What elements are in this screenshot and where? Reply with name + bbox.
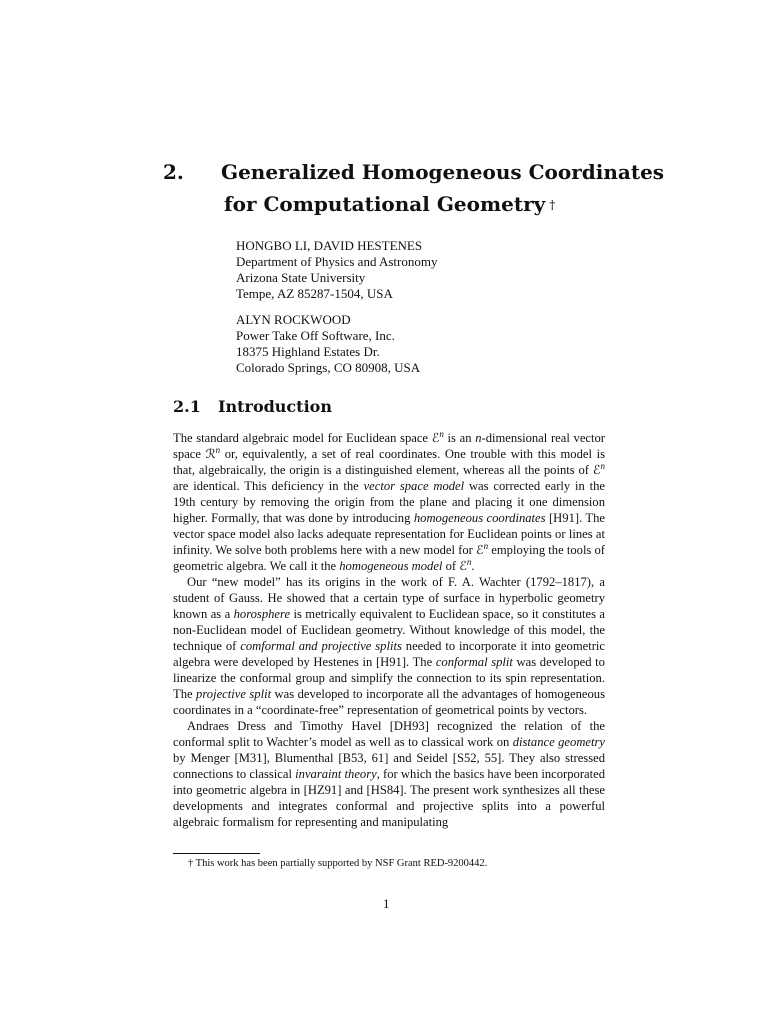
text-run: Andraes Dress and Timothy Havel [DH93] recognized the relation of the conformal split to Wachter’s model as well as to classical work on bbox=[173, 719, 605, 749]
text-run: -dimensional real vector space ℛ bbox=[173, 431, 605, 461]
text-run: was developed to linearize the conformal group and simplify the connection to its spin representation. The bbox=[173, 655, 605, 701]
superscript: n bbox=[600, 460, 605, 471]
italic-term: distance geometry bbox=[512, 735, 605, 749]
text-run: of ℰ bbox=[442, 559, 467, 573]
italic-term: homogeneous model bbox=[339, 559, 443, 573]
body-text bbox=[173, 430, 605, 830]
chapter-number: 2. bbox=[163, 160, 184, 184]
footnote: † This work has been partially supported by NSF Grant RED-9200442. bbox=[188, 858, 488, 869]
italic-term: comformal and projective splits bbox=[240, 639, 402, 653]
text-run: needed to incorporate it into geometric algebra were developed by Hestenes in [H91]. The bbox=[173, 639, 605, 669]
italic-term: vector space model bbox=[363, 479, 465, 493]
text-run: employing the tools of geometric algebra. We call it the bbox=[173, 543, 605, 573]
author-names: ALYN ROCKWOOD bbox=[236, 312, 351, 327]
text-run: was corrected early in the 19th century by removing the origin from the plane and placing it one dimension higher. Formally, that was done by introducing bbox=[173, 479, 605, 525]
author-names: HONGBO LI, DAVID HESTENES bbox=[236, 238, 423, 253]
affiliation-line: 18375 Highland Estates Dr. bbox=[236, 344, 380, 359]
chapter-title-line-2 bbox=[163, 188, 664, 221]
italic-term: homogeneous coordinates bbox=[413, 511, 546, 525]
section-heading bbox=[173, 396, 332, 418]
superscript: n bbox=[483, 540, 489, 551]
footnote-mark: † bbox=[549, 198, 556, 212]
chapter-title-line-1 bbox=[163, 156, 664, 188]
italic-term: invaraint theory bbox=[295, 767, 377, 781]
text-run: is an bbox=[443, 431, 476, 445]
text-run: was developed to incorporate all the advantages of homogeneous coordinates in a “coordinate-free” representation of geometrical points by vectors. bbox=[173, 687, 605, 717]
italic-term: horosphere bbox=[233, 607, 291, 621]
paragraph bbox=[173, 574, 605, 718]
superscript: n bbox=[466, 556, 472, 567]
superscript: n bbox=[215, 444, 221, 455]
text-run: . bbox=[471, 559, 475, 573]
section-title: Introduction bbox=[218, 397, 332, 416]
chapter-title-text-1: Generalized Homogeneous Coordinates bbox=[221, 160, 665, 184]
text-run: by Menger [M31], Blumenthal [B53, 61] and Seidel [S52, 55]. They also stressed connections to classical bbox=[173, 751, 605, 781]
affiliation-line: Power Take Off Software, Inc. bbox=[236, 328, 395, 343]
italic-term: projective split bbox=[196, 687, 272, 701]
section-number: 2.1 bbox=[173, 397, 201, 416]
author-affiliations bbox=[236, 238, 437, 376]
author-block-1 bbox=[236, 238, 437, 302]
text-run: Our “new model” has its origins in the work of F. A. Wachter (1792–1817), a student of Gauss. He showed that a certain type of surface in hyperbolic geometry known as a bbox=[173, 575, 605, 621]
affiliation-line: Department of Physics and Astronomy bbox=[236, 254, 438, 269]
text-run: or, equivalently, a set of real coordinates. One trouble with this model is that, algebraically, the origin is a distinguished element, whereas all the points of ℰ bbox=[173, 447, 605, 477]
affiliation-line: Arizona State University bbox=[236, 270, 366, 285]
text-run: is metrically equivalent to Euclidean space, so it constitutes a non-Euclidean model of Euclidean geometry. Without knowledge of this model, the technique of bbox=[173, 607, 605, 653]
paragraph bbox=[173, 718, 605, 830]
chapter-title-text-2: for Computational Geometry bbox=[224, 192, 546, 216]
author-block-2 bbox=[236, 312, 437, 376]
text-run: The standard algebraic model for Euclidean space ℰ bbox=[173, 431, 440, 445]
page-number: 1 bbox=[383, 896, 390, 911]
italic-term: conformal split bbox=[435, 655, 513, 669]
italic-term: n bbox=[475, 431, 482, 445]
paragraph bbox=[173, 430, 605, 574]
chapter-title bbox=[163, 156, 664, 221]
text-run: , for which the basics have been incorporated into geometric algebra in [HZ91] and [HS84]. The present work synthesizes all these developments and integrates conformal and projective splits into a powerful algebraic formalism for representing and manipulating bbox=[173, 767, 605, 829]
affiliation-line: Tempe, AZ 85287-1504, USA bbox=[236, 286, 393, 301]
superscript: n bbox=[439, 428, 444, 439]
text-run: are identical. This deficiency in the bbox=[173, 479, 364, 493]
footnote-rule bbox=[173, 853, 260, 854]
affiliation-line: Colorado Springs, CO 80908, USA bbox=[236, 360, 421, 375]
text-run: [H91]. The vector space model also lacks adequate representation for Euclidean points or lines at infinity. We solve both problems here with a new model for ℰ bbox=[173, 511, 606, 557]
